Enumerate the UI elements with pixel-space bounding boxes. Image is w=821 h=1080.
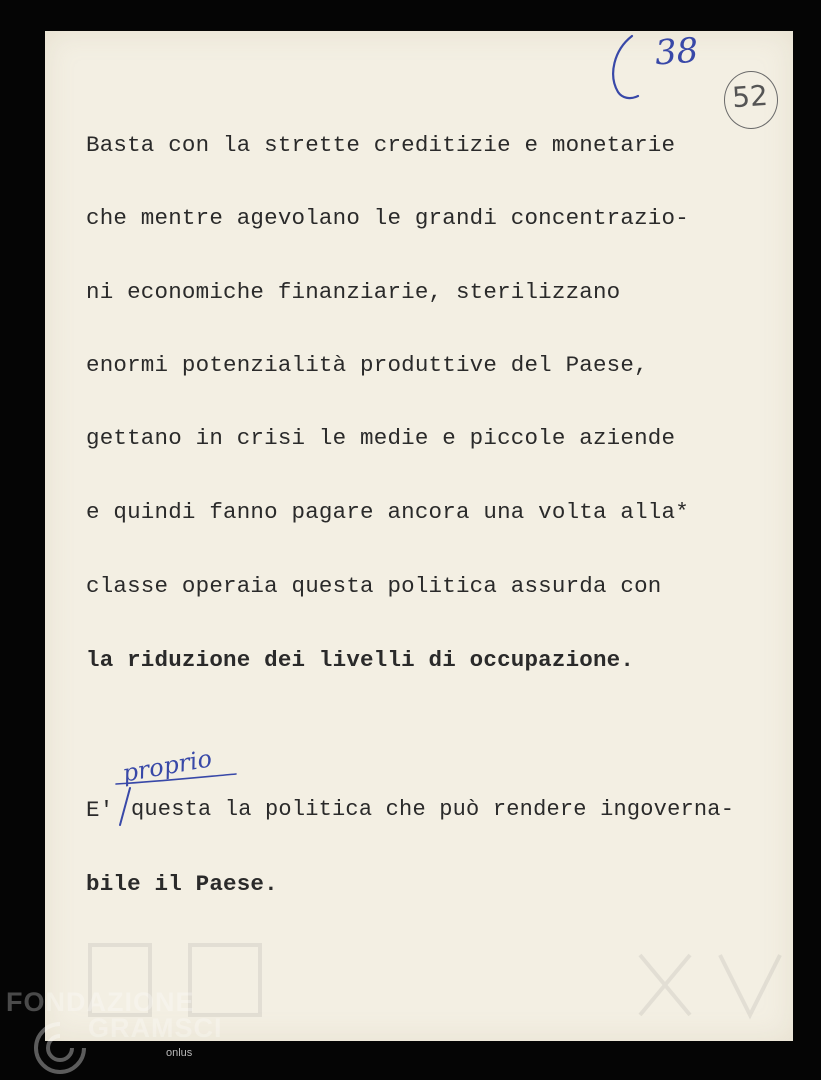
watermark-foundation-name: FONDAZIONE — [6, 987, 195, 1017]
text-line-10: bile il Paese. — [86, 871, 278, 897]
text-line-8: la riduzione dei livelli di occupazione. — [86, 647, 635, 673]
text-line-9: questa la politica che può rendere ingoverna- — [131, 797, 735, 822]
text-line-3: ni economiche finanziarie, sterilizzano — [86, 279, 621, 305]
watermark-foundation-subname: GRAMSCI — [88, 1013, 223, 1043]
text-line-7: classe operaia questa politica assurda con — [86, 573, 662, 599]
text-line-4: enormi potenzialità produttive del Paese, — [86, 352, 648, 378]
text-line-6: e quindi fanno pagare ancora una volta alla* — [86, 499, 689, 525]
text-line-2: che mentre agevolano le grandi concentrazio- — [86, 205, 689, 231]
watermark-emblem-right — [630, 945, 790, 1025]
watermark-logo-icon — [30, 1018, 90, 1078]
handwritten-insertion: proprio — [120, 744, 214, 788]
watermark-suffix: onlus — [166, 1047, 193, 1059]
handwritten-number: 38 — [653, 30, 700, 74]
text-line-9-prefix: E' — [86, 797, 114, 823]
text-line-5: gettano in crisi le medie e piccole aziende — [86, 425, 676, 451]
page-number: 52 — [731, 78, 769, 115]
text-line-1: Basta con la strette creditizie e monetarie — [86, 132, 676, 158]
